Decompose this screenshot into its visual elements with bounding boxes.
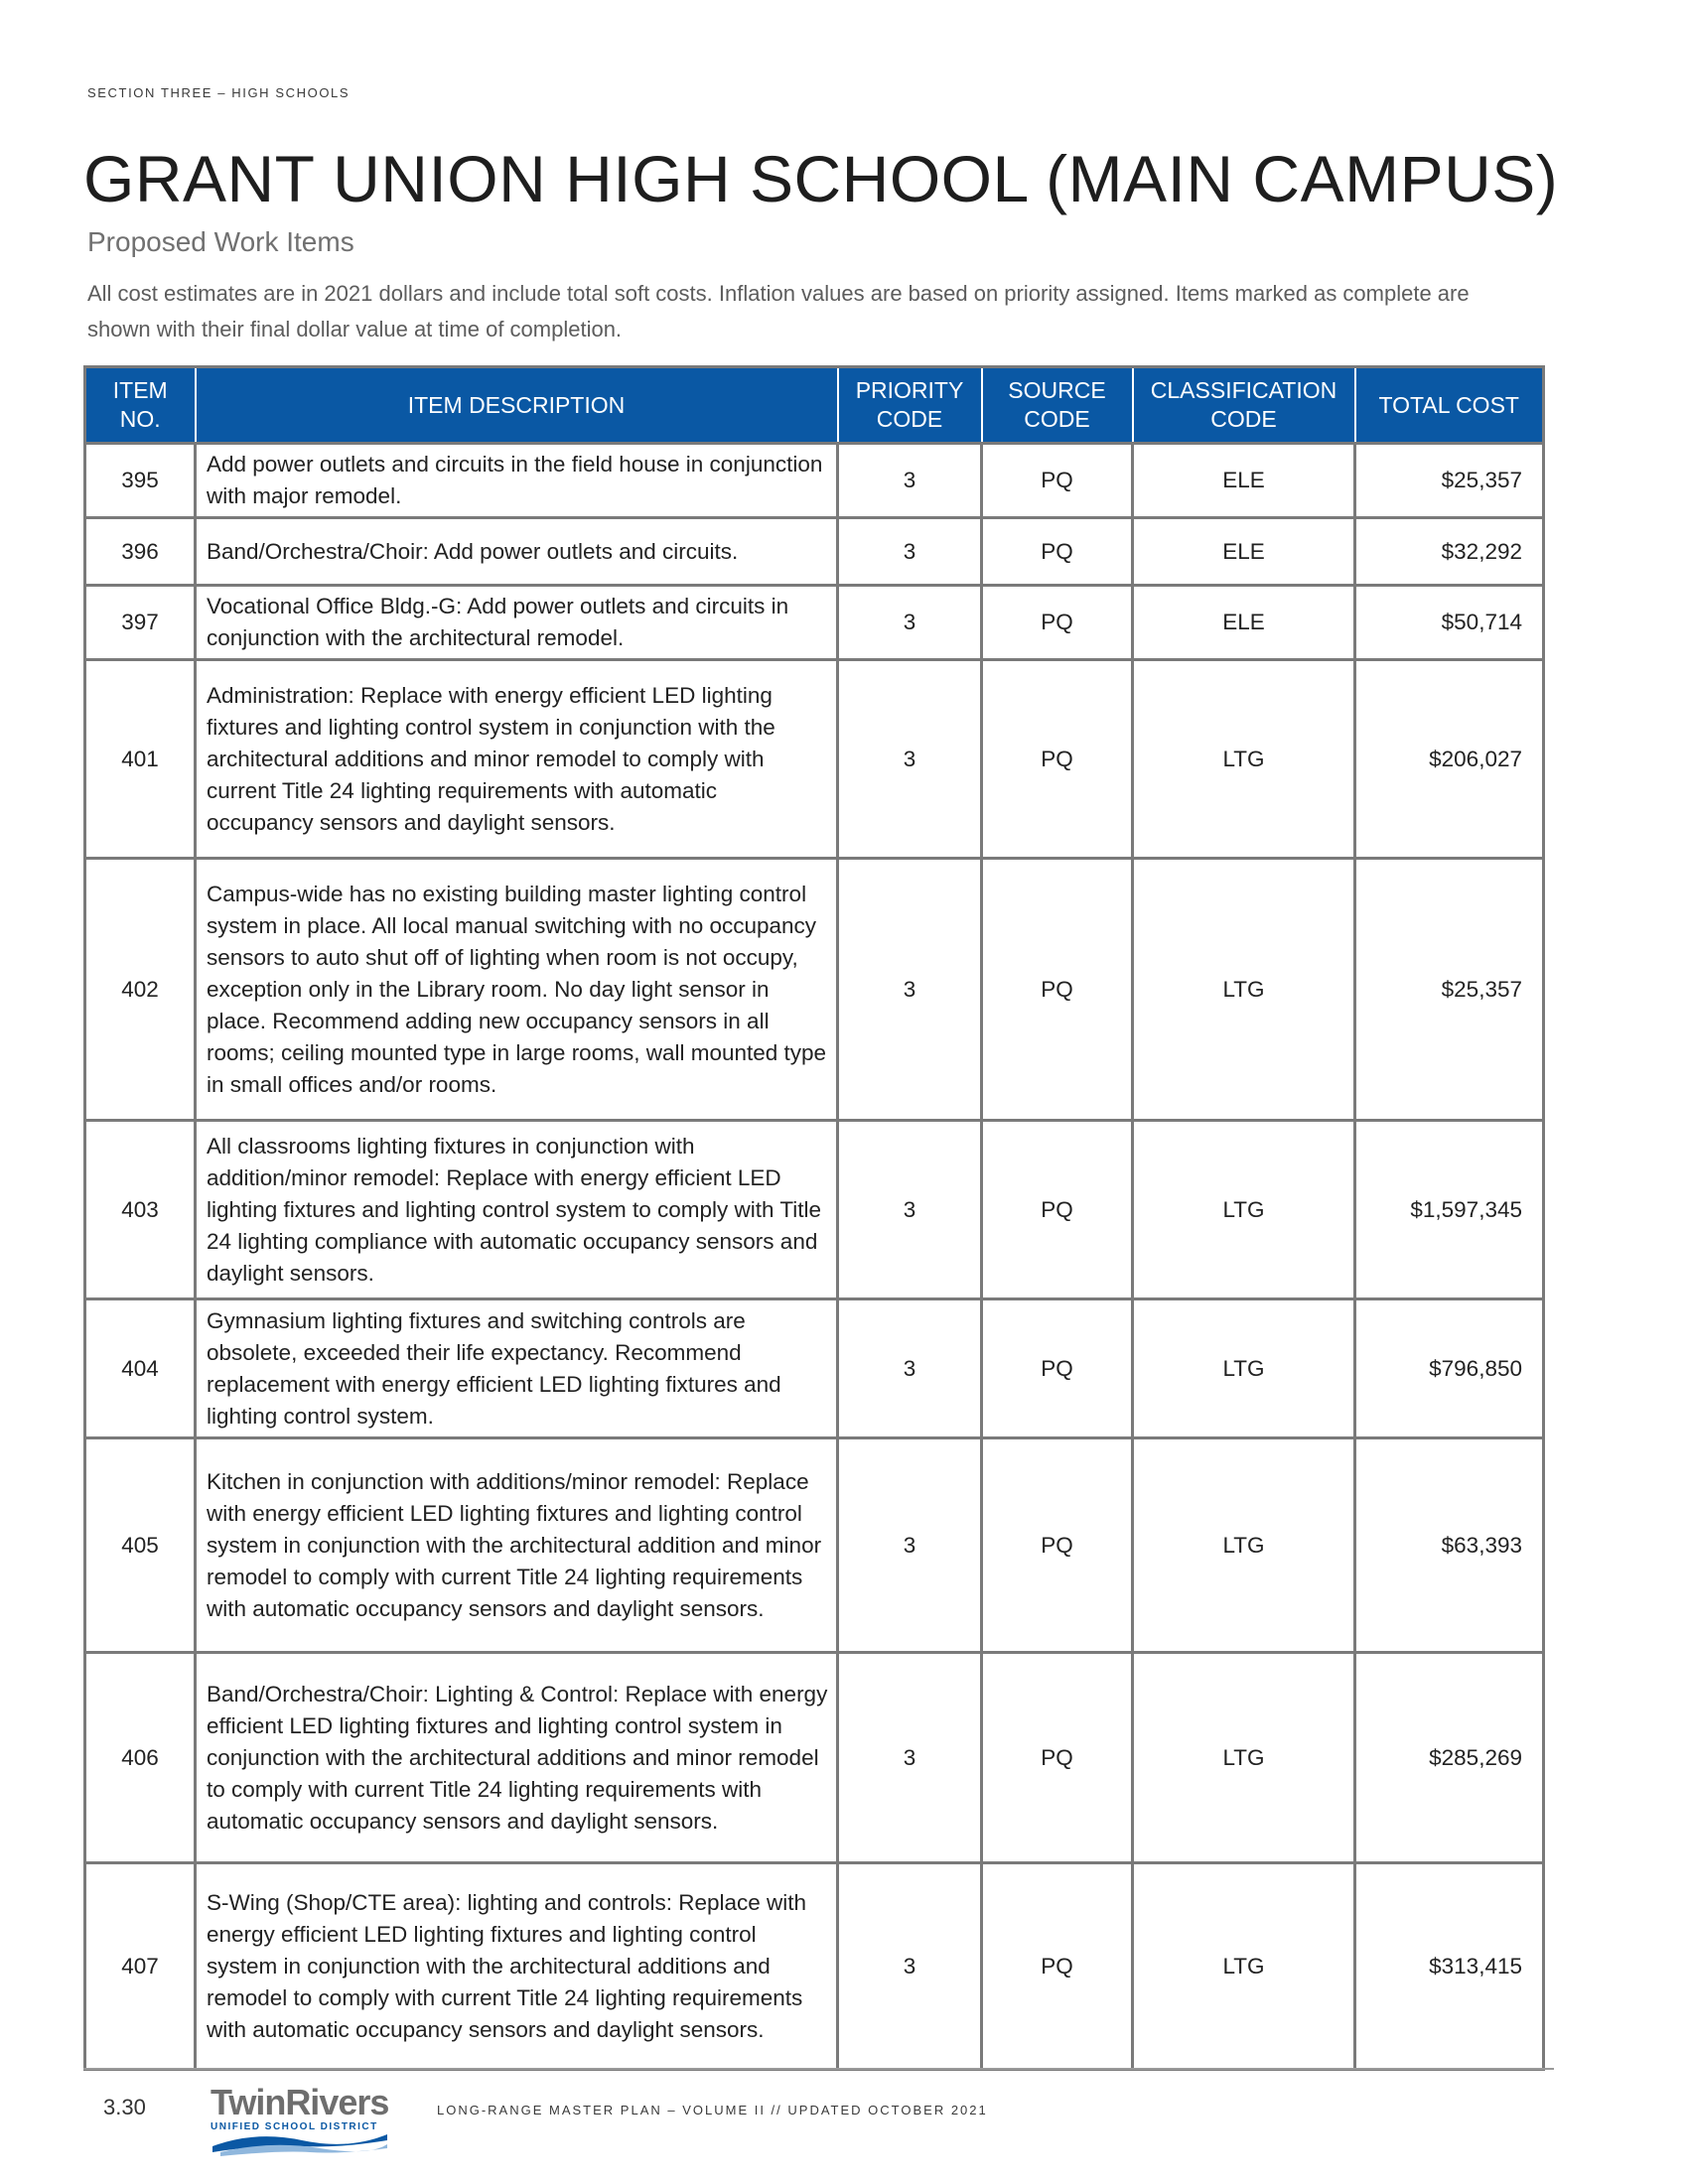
cell-classification: LTG	[1133, 1863, 1355, 2070]
cell-classification: ELE	[1133, 518, 1355, 586]
cell-classification: LTG	[1133, 1299, 1355, 1438]
cell-total-cost: $206,027	[1355, 660, 1544, 859]
table-row	[85, 586, 1544, 660]
cell-classification: ELE	[1133, 444, 1355, 518]
section-label: SECTION THREE – HIGH SCHOOLS	[87, 85, 351, 100]
cell-classification: LTG	[1133, 1121, 1355, 1299]
cell-source: PQ	[982, 586, 1133, 660]
cell-description: Band/Orchestra/Choir: Lighting & Control: Replace with energy efficient LED lighting fixtures and lighting control system in conjunction with the architectural additions and minor remodel to comply with current Title 24 lighting requirements with automatic occupancy sensors and daylight sensors.	[196, 1653, 838, 1863]
cell-total-cost: $25,357	[1355, 444, 1544, 518]
cell-source: PQ	[982, 1653, 1133, 1863]
cell-classification: ELE	[1133, 586, 1355, 660]
cell-description: All classrooms lighting fixtures in conjunction with addition/minor remodel: Replace with energy efficient LED lighting fixtures and lighting control system to comply with Title 24 lighting compliance with automatic occupancy sensors and daylight sensors.	[196, 1121, 838, 1299]
cell-source: PQ	[982, 660, 1133, 859]
cell-item-no: 397	[85, 586, 196, 660]
col-header-item-no: ITEM NO.	[85, 367, 196, 444]
cell-source: PQ	[982, 1863, 1133, 2070]
cell-total-cost: $50,714	[1355, 586, 1544, 660]
cell-priority: 3	[838, 518, 982, 586]
cell-total-cost: $1,597,345	[1355, 1121, 1544, 1299]
col-header-priority: PRIORITY CODE	[838, 367, 982, 444]
cell-description: Kitchen in conjunction with additions/minor remodel: Replace with energy efficient LED lighting fixtures and lighting control system in conjunction with the architectural addition and minor remodel to comply with current Title 24 lighting requirements with automatic occupancy sensors and daylight sensors.	[196, 1438, 838, 1653]
footer-rule	[83, 2068, 1554, 2070]
table-row	[85, 444, 1544, 518]
cell-source: PQ	[982, 1438, 1133, 1653]
footer-text: LONG-RANGE MASTER PLAN – VOLUME II // UPDATED OCTOBER 2021	[437, 2103, 988, 2117]
cell-description: Vocational Office Bldg.-G: Add power outlets and circuits in conjunction with the architectural remodel.	[196, 586, 838, 660]
cell-priority: 3	[838, 586, 982, 660]
cell-item-no: 404	[85, 1299, 196, 1438]
cell-priority: 3	[838, 1863, 982, 2070]
wave-icon	[211, 2128, 389, 2156]
table-row	[85, 1653, 1544, 1863]
col-header-description: ITEM DESCRIPTION	[196, 367, 838, 444]
page-subtitle: Proposed Work Items	[87, 226, 354, 257]
cell-priority: 3	[838, 1299, 982, 1438]
cell-item-no: 396	[85, 518, 196, 586]
cell-item-no: 402	[85, 859, 196, 1121]
cell-item-no: 403	[85, 1121, 196, 1299]
cell-classification: LTG	[1133, 859, 1355, 1121]
col-header-source: SOURCE CODE	[982, 367, 1133, 444]
page-title: GRANT UNION HIGH SCHOOL (MAIN CAMPUS)	[83, 142, 1559, 215]
table-row	[85, 1863, 1544, 2070]
cell-source: PQ	[982, 1299, 1133, 1438]
cell-item-no: 395	[85, 444, 196, 518]
table-row	[85, 660, 1544, 859]
cell-source: PQ	[982, 1121, 1133, 1299]
cell-total-cost: $313,415	[1355, 1863, 1544, 2070]
table-row	[85, 1438, 1544, 1653]
cell-priority: 3	[838, 1121, 982, 1299]
cell-classification: LTG	[1133, 1653, 1355, 1863]
cell-classification: LTG	[1133, 1438, 1355, 1653]
cell-total-cost: $32,292	[1355, 518, 1544, 586]
cell-item-no: 406	[85, 1653, 196, 1863]
logo-subtitle: UNIFIED SCHOOL DISTRICT	[211, 2121, 378, 2132]
cell-description: S-Wing (Shop/CTE area): lighting and controls: Replace with energy efficient LED lighting fixtures and lighting control system in conjunction with the architectural additions and remodel to comply with current Title 24 lighting requirements with automatic occupancy sensors and daylight sensors.	[196, 1863, 838, 2070]
cell-description: Add power outlets and circuits in the field house in conjunction with major remodel.	[196, 444, 838, 518]
cell-item-no: 405	[85, 1438, 196, 1653]
cell-total-cost: $285,269	[1355, 1653, 1544, 1863]
col-header-total-cost: TOTAL COST	[1355, 367, 1544, 444]
work-items-table-container	[83, 365, 1542, 2071]
table-row	[85, 859, 1544, 1121]
cell-description: Administration: Replace with energy efficient LED lighting fixtures and lighting control system in conjunction with the architectural additions and minor remodel to comply with current Title 24 lighting requirements with automatic occupancy sensors and daylight sensors.	[196, 660, 838, 859]
cell-source: PQ	[982, 444, 1133, 518]
col-header-classification: CLASSIFICATION CODE	[1133, 367, 1355, 444]
cell-item-no: 407	[85, 1863, 196, 2070]
cell-total-cost: $25,357	[1355, 859, 1544, 1121]
table-header	[85, 367, 1544, 444]
intro-paragraph: All cost estimates are in 2021 dollars and include total soft costs. Inflation values are based on priority assigned. Items marked as complete are shown with their final dollar value at time of completion.	[87, 281, 1470, 341]
work-items-table	[83, 365, 1545, 2071]
cell-priority: 3	[838, 859, 982, 1121]
table-row	[85, 518, 1544, 586]
table-row	[85, 1121, 1544, 1299]
page-number: 3.30	[103, 2095, 146, 2119]
cell-priority: 3	[838, 660, 982, 859]
cell-total-cost: $796,850	[1355, 1299, 1544, 1438]
cell-source: PQ	[982, 518, 1133, 586]
table-body	[85, 444, 1544, 2070]
cell-item-no: 401	[85, 660, 196, 859]
cell-description: Campus-wide has no existing building master lighting control system in place. All local manual switching with no occupancy sensors to auto shut off of lighting when room is not occupy, exception only in the Library room. No day light sensor in place. Recommend adding new occupancy sensors in all rooms; ceiling mounted type in large rooms, wall mounted type in small offices and/or rooms.	[196, 859, 838, 1121]
cell-priority: 3	[838, 1438, 982, 1653]
cell-classification: LTG	[1133, 660, 1355, 859]
table-row	[85, 1299, 1544, 1438]
cell-description: Gymnasium lighting fixtures and switching controls are obsolete, exceeded their life expectancy. Recommend replacement with energy efficient LED lighting fixtures and lighting control system.	[196, 1299, 838, 1438]
cell-total-cost: $63,393	[1355, 1438, 1544, 1653]
cell-source: PQ	[982, 859, 1133, 1121]
cell-description: Band/Orchestra/Choir: Add power outlets and circuits.	[196, 518, 838, 586]
cell-priority: 3	[838, 444, 982, 518]
cell-priority: 3	[838, 1653, 982, 1863]
twin-rivers-logo	[211, 2083, 389, 2156]
logo-wordmark: TwinRivers	[211, 2082, 389, 2122]
